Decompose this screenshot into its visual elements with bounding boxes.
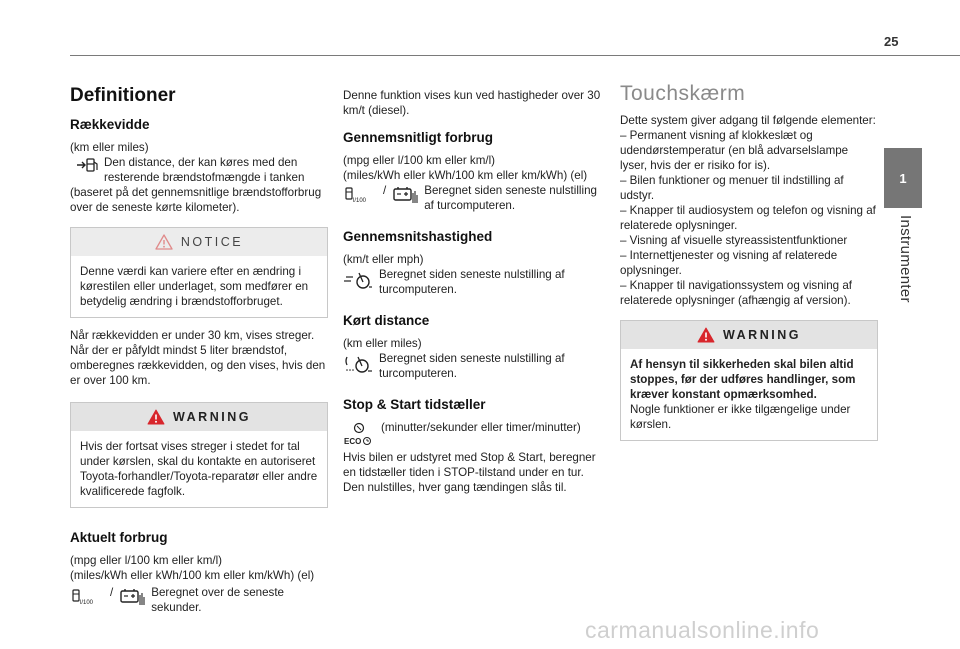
range-continuation: (baseret på det gennemsnitlige brændstofforbrug over de seneste kørte kilometer). — [70, 186, 322, 214]
avg-speed-icon — [343, 269, 373, 291]
stop-start-reset: Den nulstilles, hver gang tændingen slås til. — [343, 481, 567, 494]
touchscreen-warning-box — [620, 320, 878, 441]
list-item: – Bilen funktioner og menuer til indstilling af udstyr. — [620, 174, 844, 202]
range-heading: Rækkevidde — [70, 117, 150, 132]
current-units-2: (miles/kWh eller kWh/100 km eller km/kWh) (el) — [70, 569, 315, 582]
avg-consumption-units-2: (miles/kWh eller kWh/100 km eller km/kWh) (el) — [343, 169, 588, 182]
notice-title: NOTICE — [180, 234, 244, 249]
warning-title: WARNING — [173, 409, 251, 424]
avg-speed-icon-row — [343, 267, 601, 297]
range-icon-row — [70, 155, 328, 185]
chapter-number-tab[interactable]: 1 — [884, 148, 922, 208]
list-item: – Visning af visuelle styreassistentfunktioner — [620, 234, 848, 247]
distance-icon-row — [343, 351, 601, 381]
svg-text:l/100: l/100 — [80, 600, 94, 606]
touchscreen-warning-bold: Af hensyn til sikkerheden skal bilen altid stoppes, før der udføres handlinger, som kræver konstant opmærksomhed. — [630, 358, 856, 401]
current-units-1: (mpg eller l/100 km eller km/l) — [70, 554, 223, 567]
list-item: – Permanent visning af klokkeslæt og udendørstemperatur (en blå advarselslampe lyser, hvis der er risiko for is). — [620, 129, 849, 172]
avg-speed-description: Beregnet siden seneste nulstilling af turcomputeren. — [379, 268, 565, 296]
section-title: Definitioner — [70, 85, 176, 106]
list-item: – Knapper til navigationssystem og visning af relaterede oplysninger (afhængig af version). — [620, 279, 853, 307]
notice-triangle-icon — [155, 234, 173, 250]
svg-text:l/100: l/100 — [353, 198, 367, 204]
current-consumption-heading: Aktuelt forbrug — [70, 530, 168, 545]
touchscreen-warning-body — [621, 349, 877, 440]
stop-start-units: (minutter/sekunder eller timer/minutter) — [381, 421, 581, 434]
column-3 — [620, 82, 878, 451]
header-rule — [70, 55, 960, 56]
avg-speed-units: (km/t eller mph) — [343, 253, 424, 266]
speed-intro: Denne funktion vises kun ved hastigheder over 30 km/t (diesel). — [343, 89, 601, 117]
list-item: – Knapper til audiosystem og telefon og visning af relaterede oplysninger. — [620, 204, 876, 232]
range-description: Den distance, der kan køres med den resterende brændstofmængde i tanken — [104, 156, 305, 184]
watermark: carmanualsonline.info — [585, 617, 820, 643]
current-icon-row — [70, 585, 328, 615]
stop-start-body: Hvis bilen er udstyret med Stop & Start, beregner en tidstæller tiden i STOP-tilstand under en tur. — [343, 451, 596, 479]
warning-triangle-icon — [697, 327, 715, 343]
avg-fuel-consumption-icon — [343, 185, 373, 205]
avg-consumption-icon-row — [343, 183, 601, 213]
touchscreen-warning-header — [621, 321, 877, 349]
stop-start-eco-icon — [343, 422, 375, 448]
column-2 — [343, 88, 601, 495]
distance-description: Beregnet siden seneste nulstilling af turcomputeren. — [379, 352, 565, 380]
notice-header — [71, 228, 327, 256]
fuel-consumption-icon — [70, 587, 100, 607]
notice-body: Denne værdi kan variere efter en ændring i kørestilen eller underlaget, som medfører en betydelig ændring i brændstofforbruget. — [80, 265, 309, 308]
range-fuel-icon — [76, 157, 98, 173]
list-item: – Internettjenester og visning af relaterede oplysninger. — [620, 249, 838, 277]
touchscreen-warning-text: Nogle funktioner er ikke tilgængelige under kørslen. — [630, 403, 851, 431]
warning-header — [71, 403, 327, 431]
avg-speed-heading: Gennemsnitshastighed — [343, 229, 493, 244]
battery-consumption-icon — [119, 587, 145, 609]
column-1 — [70, 82, 328, 615]
avg-consumption-heading: Gennemsnitligt forbrug — [343, 130, 493, 145]
touchscreen-intro: Dette system giver adgang til følgende elementer: — [620, 114, 876, 127]
range-note: Når rækkevidden er under 30 km, vises streger. Når der er påfyldt mindst 5 liter brændstof, omberegnes rækkevidden, og den vises, hvis den er over 100 km. — [70, 329, 326, 387]
page-number: 25 — [884, 34, 899, 49]
avg-battery-consumption-icon — [392, 185, 418, 207]
avg-consumption-description: Beregnet siden seneste nulstilling af turcomputeren. — [424, 184, 597, 212]
stop-start-icon-row — [343, 420, 601, 448]
warning-box — [70, 402, 328, 508]
notice-box — [70, 227, 328, 318]
touchscreen-warning-title: WARNING — [723, 327, 801, 342]
chapter-title: Instrumenter — [897, 215, 914, 303]
distance-units: (km eller miles) — [343, 337, 422, 350]
touchscreen-title: Touchskærm — [620, 82, 746, 105]
touchscreen-list — [620, 128, 878, 308]
warning-triangle-icon — [147, 409, 165, 425]
distance-icon — [343, 353, 373, 375]
avg-consumption-units-1: (mpg eller l/100 km eller km/l) — [343, 154, 496, 167]
stop-start-heading: Stop & Start tidstæller — [343, 397, 486, 412]
svg-text:ECO: ECO — [344, 437, 362, 446]
range-units: (km eller miles) — [70, 141, 149, 154]
distance-heading: Kørt distance — [343, 313, 430, 328]
warning-body: Hvis der fortsat vises streger i stedet for tal under kørslen, skal du kontakte en autoriseret Toyota-forhandler/Toyota-reparatør eller andre kvalificerede fagfolk. — [80, 440, 318, 498]
icon-separator: / — [383, 184, 387, 197]
icon-separator: / — [110, 586, 114, 599]
current-description: Beregnet over de seneste sekunder. — [151, 586, 285, 614]
